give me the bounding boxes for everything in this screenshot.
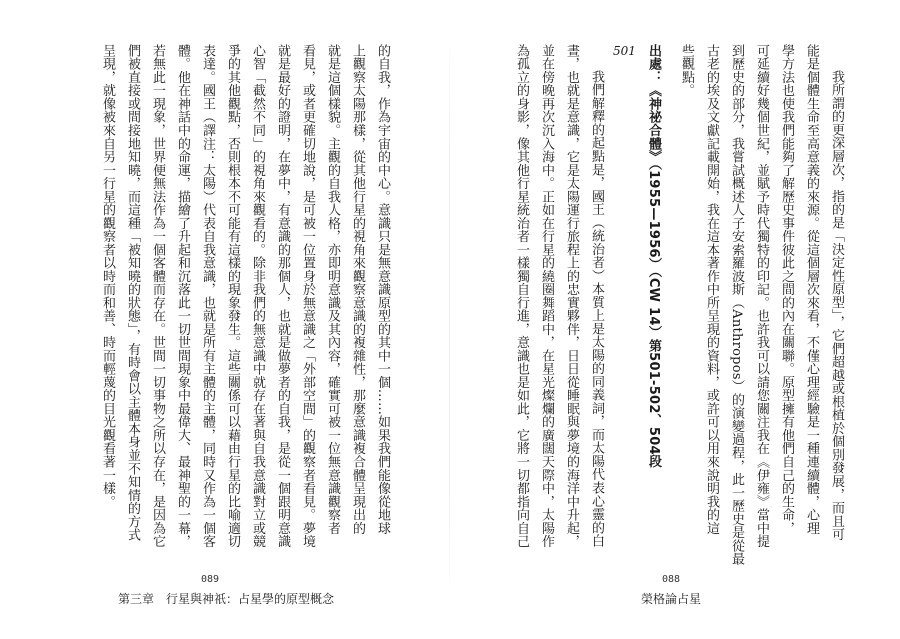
paragraph-line: 呈現，就像被來自另一行星的觀察者以時而和善、時而輕蔑的目光觀看著一樣。: [100, 44, 115, 509]
paragraph-line: 爭的其他觀點，否則根本不可能有這樣的現象發生。這些關係可以藉由行星的比喻適切: [225, 44, 240, 548]
page-folio: 089: [201, 574, 220, 585]
paragraph-line: 我們解釋的起點是，國王（統治者）本質上是太陽的同義詞，而太陽代表心靈的白: [589, 70, 604, 548]
paragraph-line: 我所謂的更深層次，指的是「決定性原型」，它們超越或根植於個別發展，而且可: [829, 70, 844, 541]
paragraph-line: 學方法也使我們能夠了解歷史事件彼此之間的內在關聯。原型擁有他們自己的生命，: [779, 44, 794, 535]
paragraph-line: 們被直接或間接地知曉，而這種「被知曉的狀態」，有時會以主體本身並不知情的方式: [125, 44, 140, 542]
paragraph-line: 若無此一現象，世界便無法作為一個客體而存在。世間一切事物之所以存在，是因為它: [150, 44, 165, 548]
running-head: 榮格論占星: [641, 592, 702, 606]
paragraph-line: 並在傍晚再次沉入海中。正如在行星的繞圈舞蹈中，在星光燦爛的廣闊天際中，太陽作: [539, 44, 554, 548]
paragraph-line: 的自我，作為宇宙的中心。意識只是無意識原型的其中一個……如果我們能像從地球: [375, 44, 390, 535]
paragraph-line: 就是最好的證明，在夢中，有意識的那個人，也就是做夢者的自我，是從一個跟明意識: [275, 44, 290, 548]
paragraph-line: 上觀察太陽那樣，從其他行星的視角來觀察意識的複雜性，那麼意識複合體呈現出的: [350, 44, 365, 535]
paragraph-line: 表達。國王（譯注：太陽）代表自我意識，也就是所有主體的主體，同時又作為一個客: [200, 44, 215, 548]
paragraph-line: 就是這個樣貌。主觀的自我人格，亦即明意識及其內容，確實可被一位無意識觀察者: [325, 44, 340, 535]
paragraph-line: 古老的埃及文獻記載開始，我在這本著作中所呈現的資料，或許可以用來說明我的這: [704, 44, 719, 535]
paragraph-line: 體。他在神話中的命運，描繪了升起和沉落此一切世間現象中最偉大、最神聖的一幕，: [175, 44, 190, 548]
paragraph-line: 可延續好幾個世紀，並賦予時代獨特的印記。也許我可以請您關注我在《伊雍》當中提: [754, 44, 769, 548]
paragraph-number: 501: [613, 44, 636, 58]
paragraph-line: 看見，或者更確切地說，是可被一位置身於無意識之「外部空間」的觀察者看見。夢境: [300, 44, 315, 548]
paragraph-line: 晝，也就是意識，它是太陽運行旅程上的忠實夥伴，日日從睡眠與夢境的海洋中升起，: [564, 44, 579, 548]
page-folio: 088: [662, 574, 681, 585]
paragraph-line: 心智「截然不同」的視角來觀看的。除非我們的無意識中就存在著與自我意識對立或競: [250, 44, 265, 548]
paragraph-line: 為孤立的身影，像其他行星統治者一樣獨自行進，意識也是如此，它將一切都指向自己: [514, 44, 529, 548]
page-gutter: [449, 30, 450, 610]
running-head: 第三章 行星與神祇：占星學的原型概念: [118, 592, 335, 606]
paragraph-line: 到歷史的部分，我嘗試概述人子安索羅波斯（Anthropos）的演變過程，此一歷史是從最: [729, 44, 744, 566]
paragraph-line: 些觀點。: [679, 44, 694, 98]
source-heading: 出處：《神祕合體》（1955—1956）（CW 14）第501-502、504段: [646, 44, 661, 469]
paragraph-line: 能是個體生命至高意義的來源。從這個層次來看，不僅心理經驗是一種連續體，心理: [804, 44, 819, 535]
